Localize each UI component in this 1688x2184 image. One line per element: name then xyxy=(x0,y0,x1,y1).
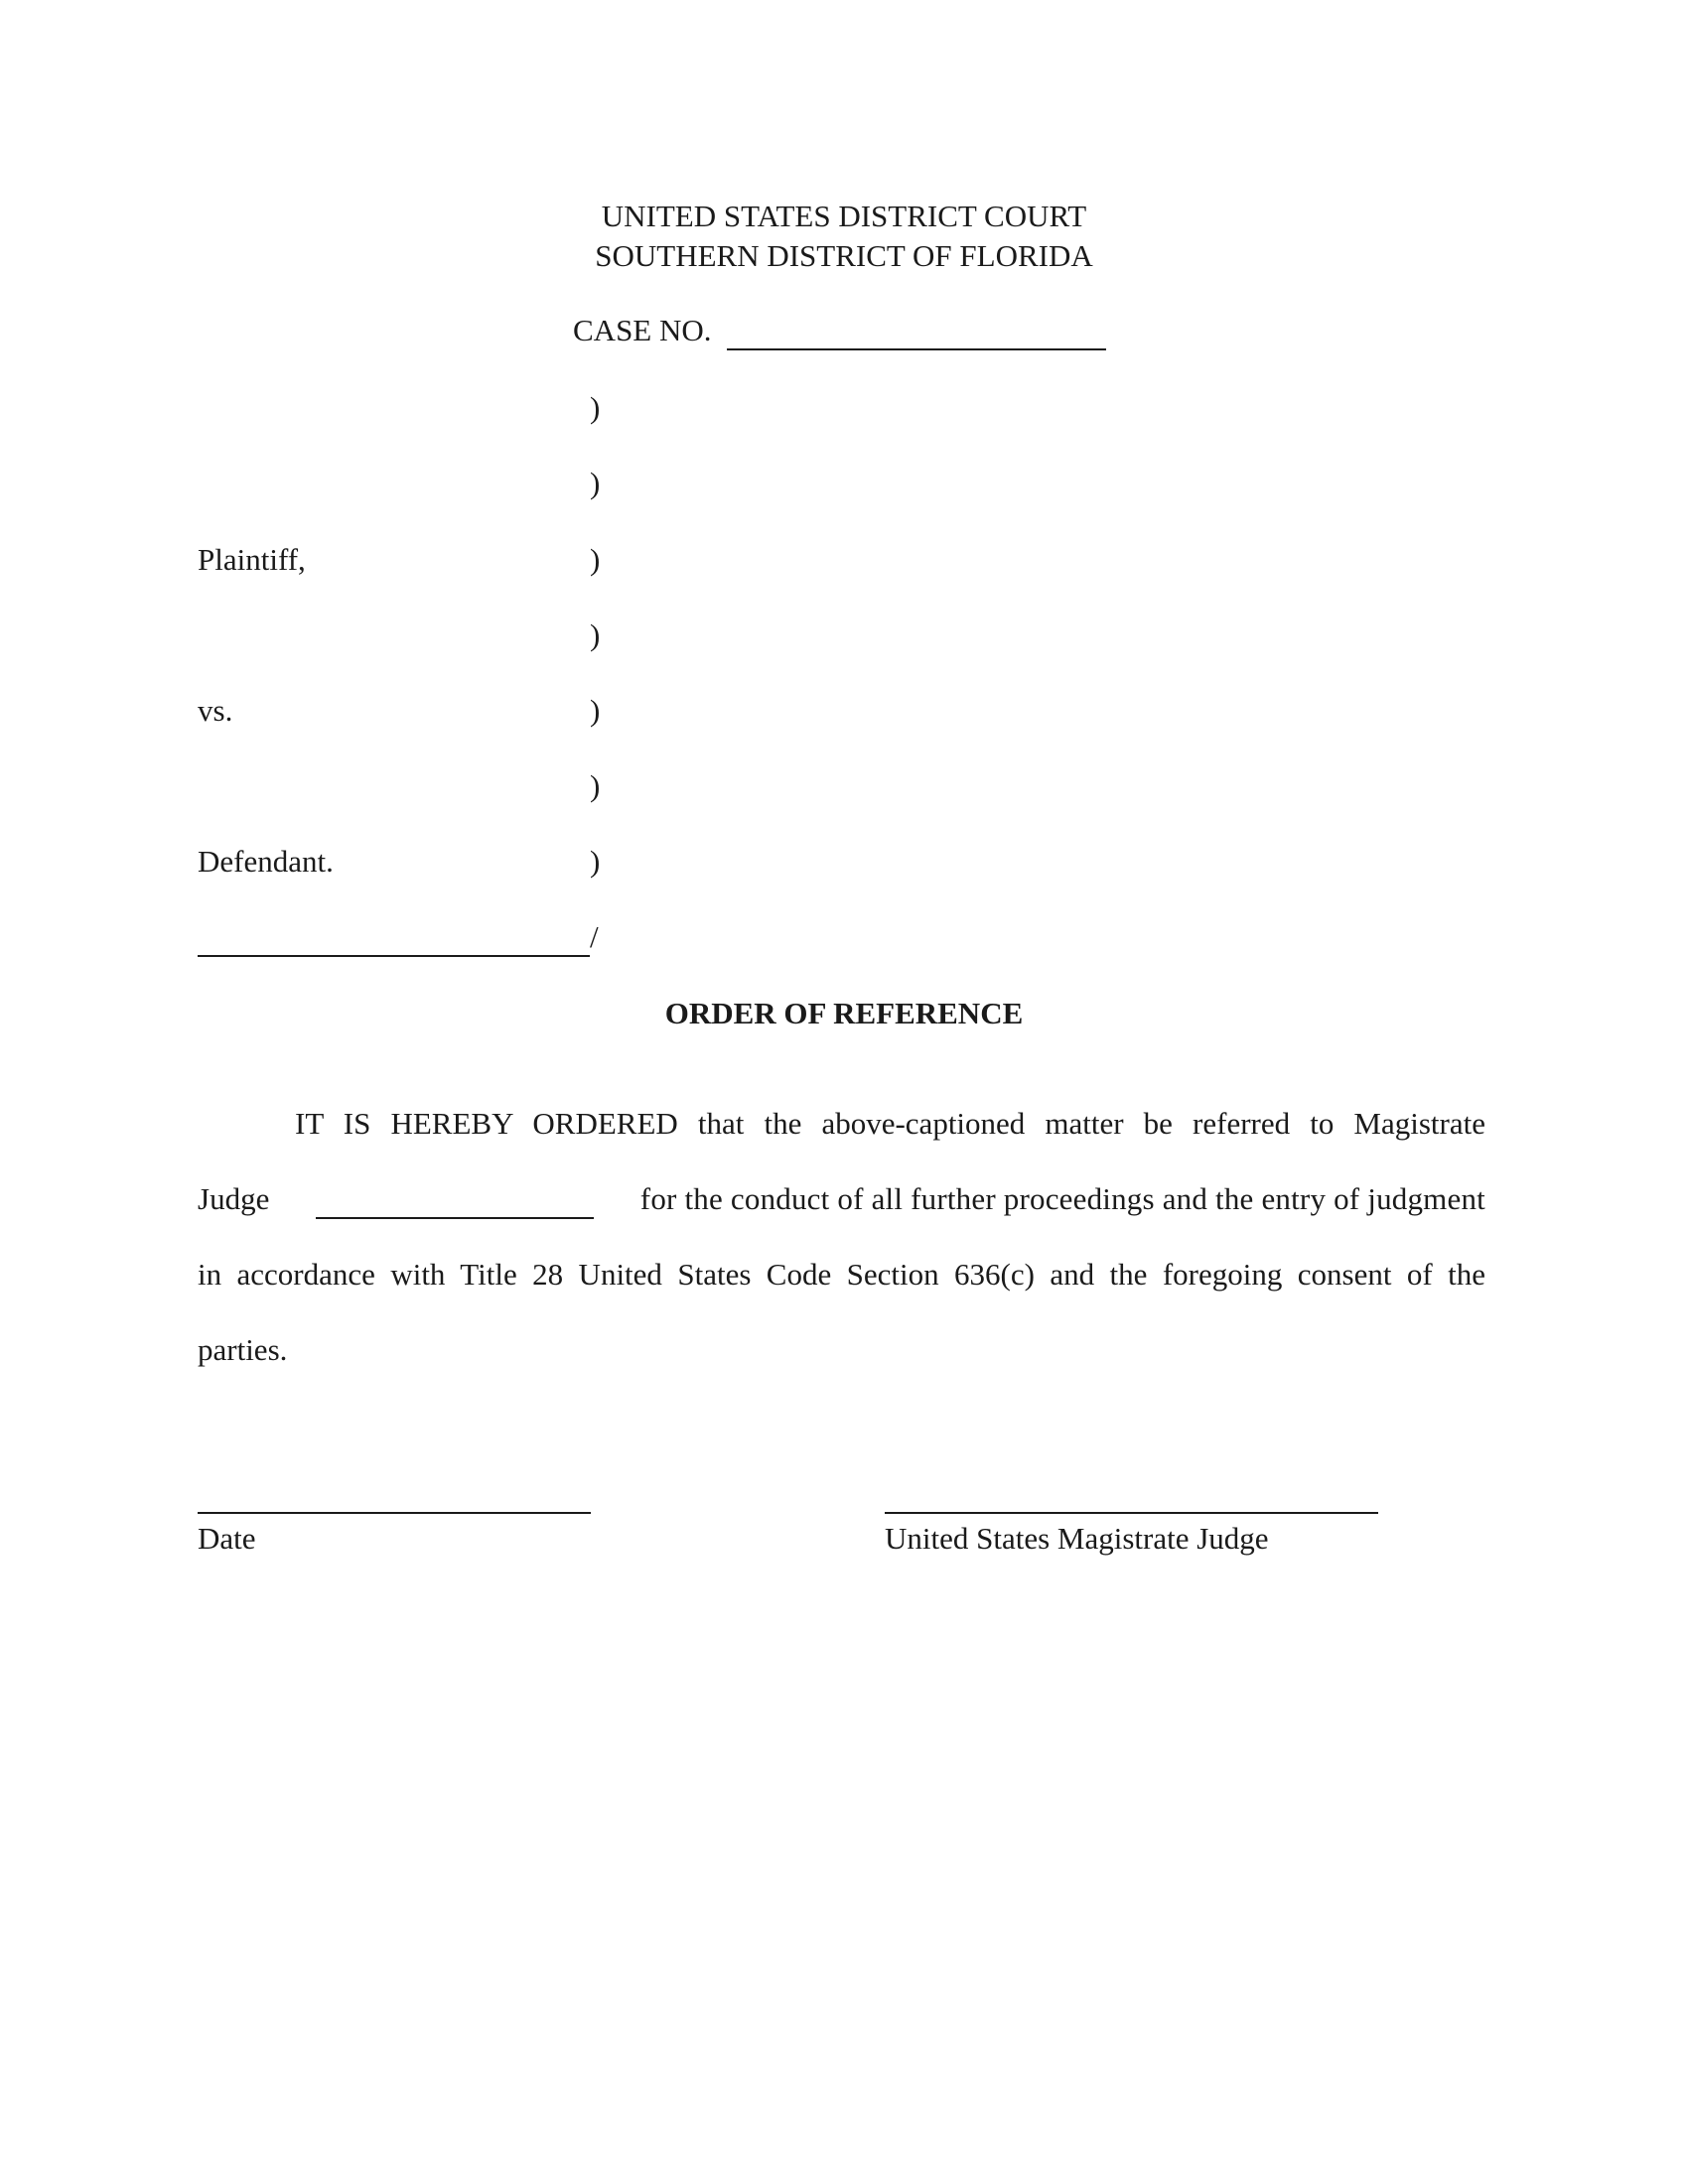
district-name: SOUTHERN DISTRICT OF FLORIDA xyxy=(595,238,1093,273)
caption-closing-line xyxy=(198,919,599,957)
order-line-1: IT IS HEREBY ORDERED that the above-captioned matter be referred to Magistrate xyxy=(295,1106,1485,1141)
vs-label: vs. xyxy=(198,693,233,728)
order-line-3: in accordance with Title 28 United States Code Section 636(c) and the foregoing consent of the xyxy=(198,1257,1485,1292)
judge-signature-label: United States Magistrate Judge xyxy=(885,1521,1269,1556)
caption-paren: ) xyxy=(590,693,601,728)
case-number-field xyxy=(573,313,1106,350)
caption-paren: ) xyxy=(590,466,601,500)
caption-paren: ) xyxy=(590,844,601,879)
date-signature-line[interactable] xyxy=(198,1512,591,1514)
case-number-blank[interactable] xyxy=(727,313,1106,350)
date-label: Date xyxy=(198,1521,256,1556)
caption-paren: ) xyxy=(590,390,601,425)
caption-paren: ) xyxy=(590,768,601,803)
order-line-2 xyxy=(198,1181,1485,1219)
judge-prefix: Judge xyxy=(198,1181,270,1216)
caption-slash: / xyxy=(590,919,599,954)
caption-rule xyxy=(198,919,590,957)
magistrate-judge-blank[interactable] xyxy=(316,1181,594,1219)
judge-suffix: for the conduct of all further proceedings and the entry of judgment xyxy=(639,1181,1485,1216)
caption-paren: ) xyxy=(590,617,601,652)
case-number-label: CASE NO. xyxy=(573,313,712,347)
order-line-4: parties. xyxy=(198,1332,288,1367)
court-name: UNITED STATES DISTRICT COURT xyxy=(601,199,1087,233)
judge-signature-line[interactable] xyxy=(885,1512,1378,1514)
caption-paren: ) xyxy=(590,542,601,577)
defendant-label: Defendant. xyxy=(198,844,334,879)
order-title: ORDER OF REFERENCE xyxy=(664,996,1024,1030)
plaintiff-label: Plaintiff, xyxy=(198,542,306,577)
